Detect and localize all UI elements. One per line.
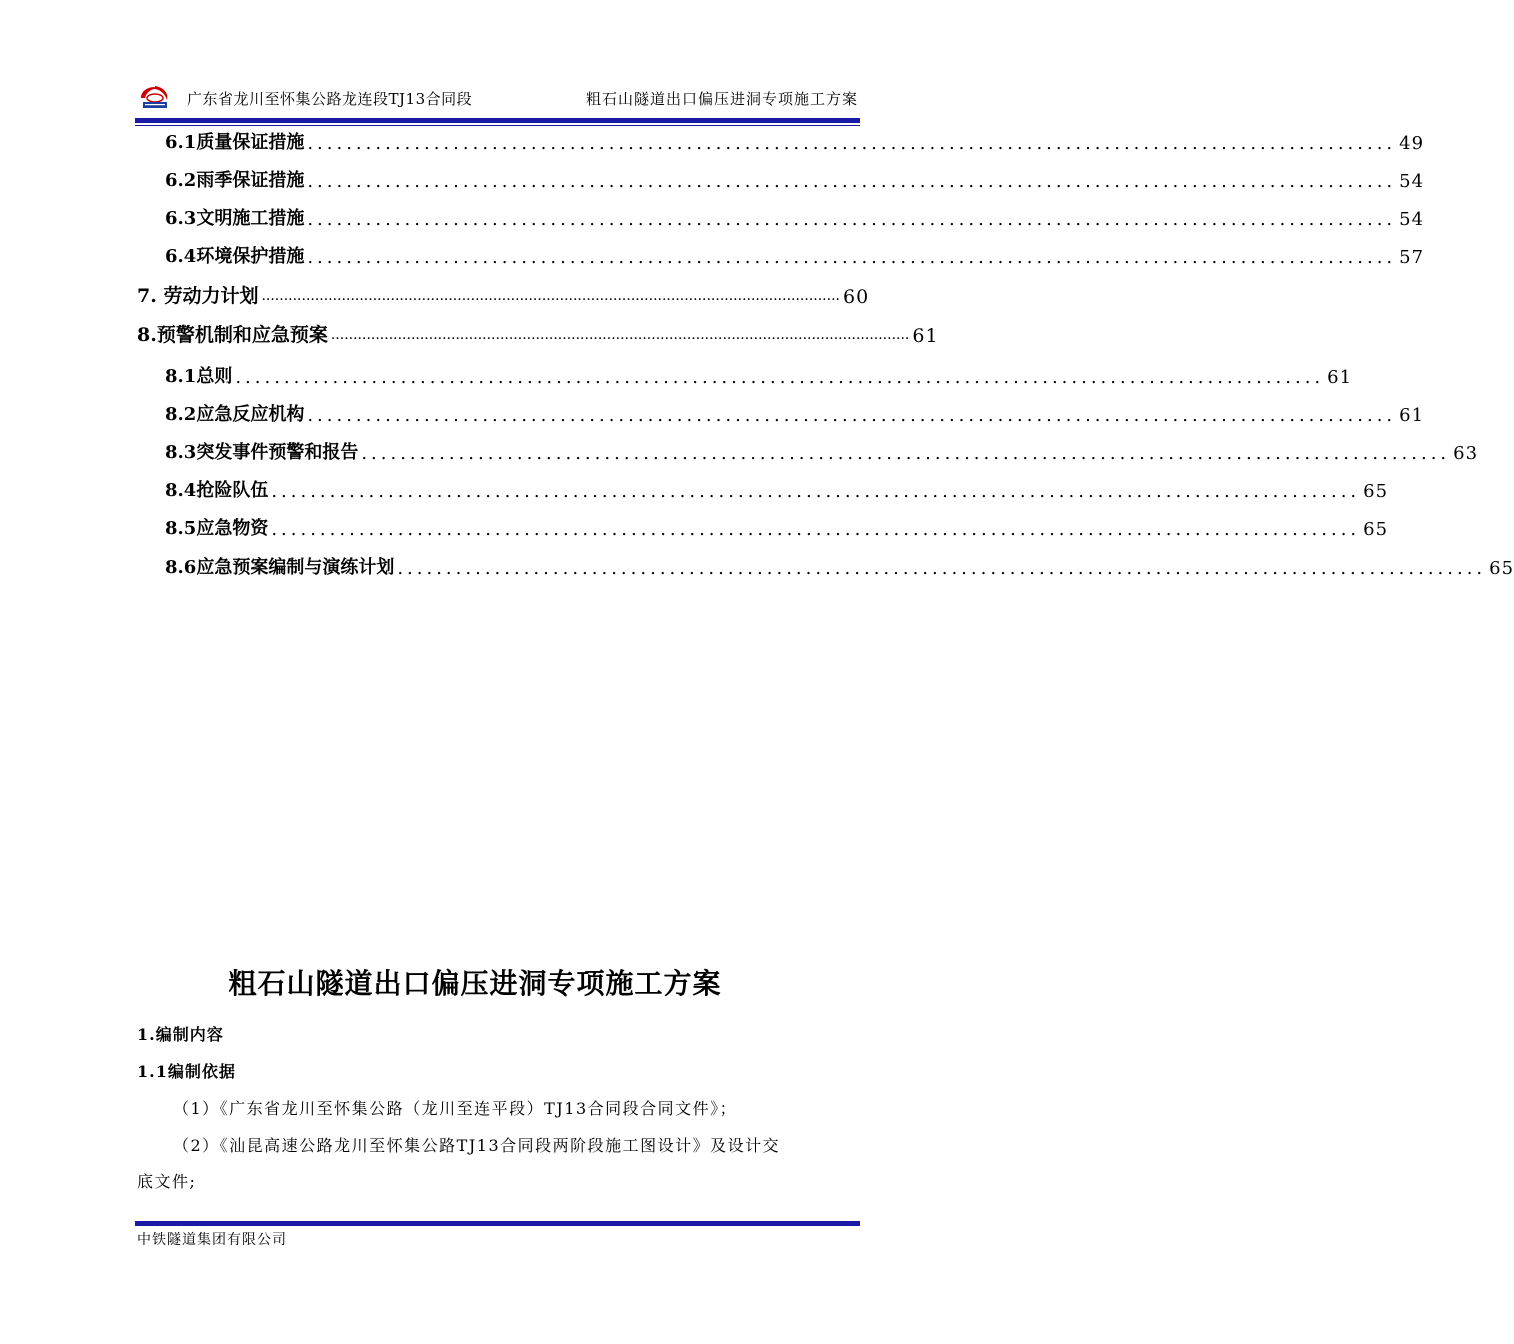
toc-entry[interactable] [165,400,1425,426]
toc-leader: ................................................................................................................ [271,481,1361,502]
document-title: 粗石山隧道出口偏压进洞专项施工方案 [228,967,722,1000]
toc-entry-page: 57 [1399,247,1425,268]
company-logo-icon [135,84,175,110]
toc-entry-label: 8.3突发事件预警和报告 [165,442,359,463]
toc-leader: ................................................................................................................ [307,133,1397,154]
toc-entry[interactable] [165,553,1514,579]
toc-entry-page: 65 [1489,558,1514,579]
subsection-heading: 1.1编制依据 [137,1062,236,1081]
toc-entry[interactable] [165,514,1389,540]
toc-entry[interactable] [137,281,870,308]
header-rule-thin [135,125,860,126]
toc-entry-page: 54 [1399,209,1425,230]
toc-entry-label: 8.6应急预案编制与演练计划 [165,557,395,578]
toc-entry[interactable] [165,166,1425,192]
toc-leader: ................................................................................................................ [361,443,1451,464]
toc-leader: ................................................................................................................ [307,247,1397,268]
toc-entry-label: 8.2应急反应机构 [165,404,305,425]
toc-entry-label: 6.2雨季保证措施 [165,170,305,191]
toc-leader: ................................................................................................................ [235,367,1325,388]
toc-entry-label: 6.3文明施工措施 [165,208,305,229]
section-heading: 1.编制内容 [137,1025,224,1044]
basis-item-2-continued: 底文件; [137,1172,197,1191]
toc-entry-label: 8.预警机制和应急预案 [137,324,328,346]
toc-entry-label: 6.4环境保护措施 [165,246,305,267]
footer-company: 中铁隧道集团有限公司 [137,1232,287,1248]
footer-rule [135,1221,860,1226]
header-rule-thick [135,118,860,123]
toc-entry-page: 63 [1453,443,1479,464]
toc-entry-page: 65 [1363,481,1389,502]
toc-entry-label: 6.1质量保证措施 [165,132,305,153]
toc-leader: ·································································································································· [261,292,840,308]
toc-entry-label: 8.1总则 [165,366,233,387]
toc-entry[interactable] [165,476,1389,502]
toc-entry-label: 7. 劳动力计划 [137,285,259,307]
toc-entry-page: 60 [842,286,870,308]
toc-entry-page: 54 [1399,171,1425,192]
toc-leader: ·································································································································· [330,331,910,347]
header-document-title: 粗石山隧道出口偏压进洞专项施工方案 [585,90,858,108]
toc-leader: ................................................................................................................ [397,558,1487,579]
header-project-name: 广东省龙川至怀集公路龙连段TJ13合同段 [187,90,473,108]
toc-entry-page: 61 [912,325,939,347]
toc-entry[interactable] [137,320,939,347]
toc-entry[interactable] [165,128,1425,154]
basis-item-2: （2）《汕昆高速公路龙川至怀集公路TJ13合同段两阶段施工图设计》及设计交 [173,1136,781,1155]
toc-entry-page: 49 [1399,133,1425,154]
toc-entry-page: 61 [1327,367,1353,388]
basis-item-1: （1）《广东省龙川至怀集公路（龙川至连平段）TJ13合同段合同文件》； [173,1099,738,1118]
toc-leader: ................................................................................................................ [307,405,1397,426]
toc-entry[interactable] [165,438,1479,464]
toc-leader: ................................................................................................................ [307,209,1397,230]
toc-leader: ................................................................................................................ [307,171,1397,192]
toc-entry[interactable] [165,242,1425,268]
toc-entry-label: 8.5应急物资 [165,518,269,539]
toc-entry-label: 8.4抢险队伍 [165,480,269,501]
toc-entry[interactable] [165,362,1353,388]
toc-entry-page: 61 [1399,405,1425,426]
toc-entry-page: 65 [1363,519,1389,540]
toc-entry[interactable] [165,204,1425,230]
toc-leader: ................................................................................................................ [271,519,1361,540]
page-header [135,78,860,118]
